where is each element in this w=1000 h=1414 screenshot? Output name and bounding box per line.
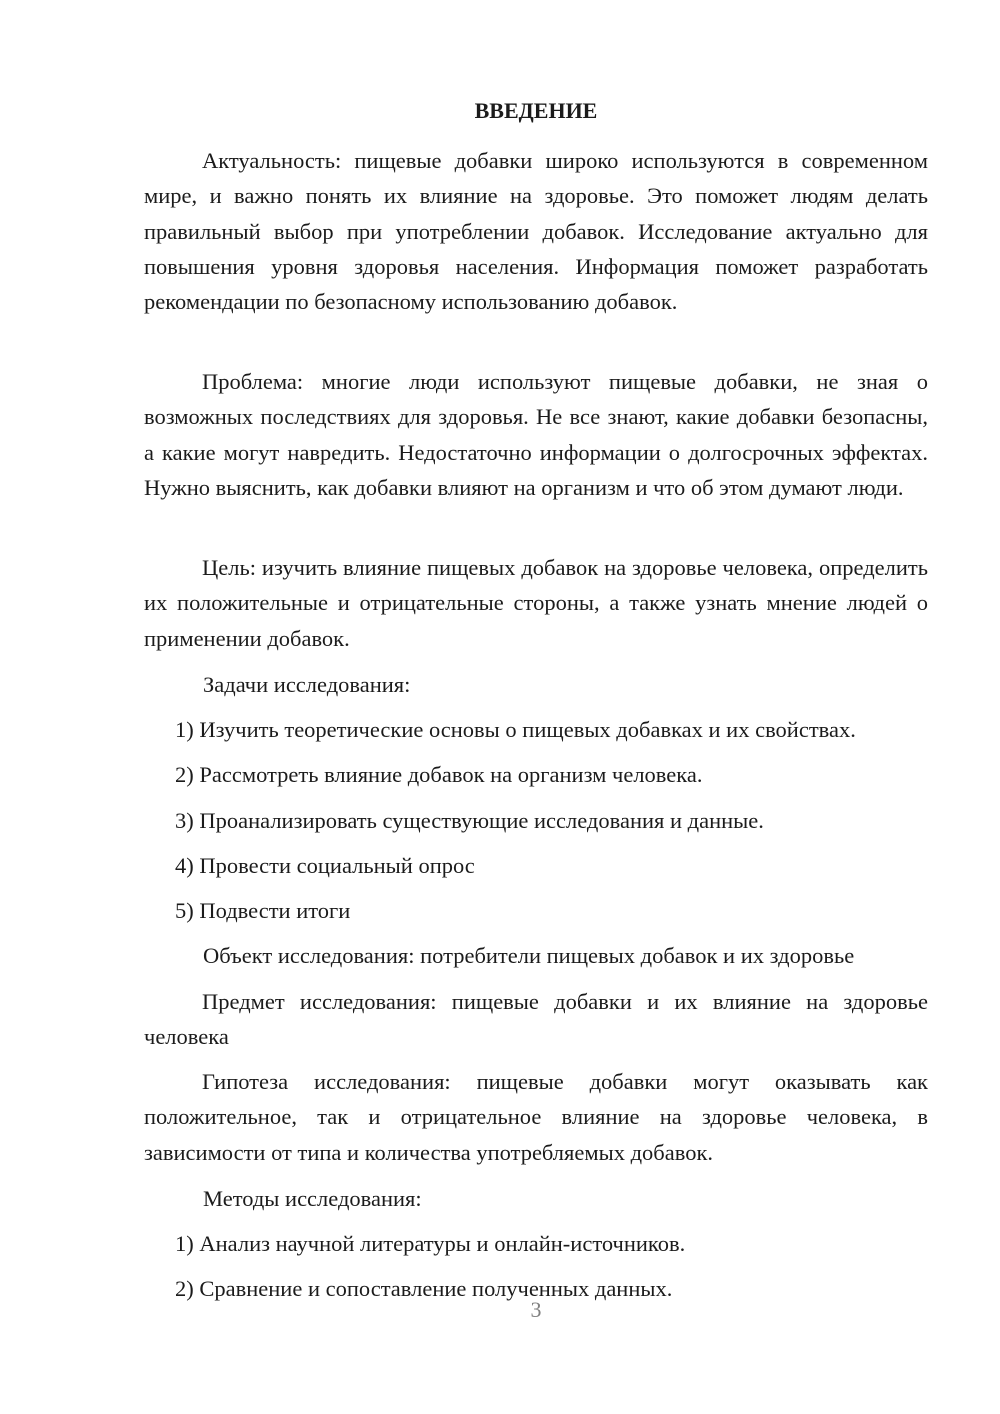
- paragraph-problem: [144, 364, 928, 505]
- methods-heading: Методы исследования:: [203, 1186, 422, 1211]
- research-object: Объект исследования: потребители пищевых добавок и их здоровье: [203, 943, 855, 968]
- task-item-4: 4) Провести социальный опрос: [175, 853, 475, 878]
- subject-text: Предмет исследования: пищевые добавки и их влияние на здоровье человека: [144, 989, 928, 1050]
- task-item-1: 1) Изучить теоретические основы о пищевых добавках и их свойствах.: [175, 717, 856, 742]
- relevance-text: Актуальность: пищевые добавки широко используются в современном мире, и важно понять их влияние на здоровье. Это поможет людям делать правильный выбор при употреблении добавок. Исследование актуально для повышения уровня здоровья населения. Информация поможет разработать рекомендации по безопасному использованию добавок.: [144, 148, 928, 315]
- problem-text: Проблема: многие люди используют пищевые добавки, не зная о возможных последствиях для здоровья. Не все знают, какие добавки безопасны, а какие могут навредить. Недостаточно информации о долгосрочных эффектах. Нужно выяснить, как добавки влияют на организм и что об этом думают люди.: [144, 369, 928, 500]
- task-item-3: 3) Проанализировать существующие исследования и данные.: [175, 808, 764, 833]
- paragraph-relevance: [144, 143, 928, 319]
- goal-text: Цель: изучить влияние пищевых добавок на здоровье человека, определить их положительные и отрицательные стороны, а также узнать мнение людей о применении добавок.: [144, 555, 928, 651]
- section-title: ВВЕДЕНИЕ: [474, 98, 598, 123]
- method-item-2: 2) Сравнение и сопоставление полученных данных.: [175, 1276, 673, 1301]
- paragraph-goal: [144, 550, 928, 656]
- tasks-heading: Задачи исследования:: [203, 672, 411, 697]
- paragraph-subject: [144, 984, 928, 1055]
- hypothesis-text: Гипотеза исследования: пищевые добавки могут оказывать как положительное, так и отрицательное влияние на здоровье человека, в зависимости от типа и количества употребляемых добавок.: [144, 1069, 928, 1165]
- page-number: 3: [530, 1297, 542, 1322]
- task-item-5: 5) Подвести итоги: [175, 898, 351, 923]
- task-item-2: 2) Рассмотреть влияние добавок на организм человека.: [175, 762, 703, 787]
- method-item-1: 1) Анализ научной литературы и онлайн-источников.: [175, 1231, 686, 1256]
- paragraph-hypothesis: [144, 1064, 928, 1170]
